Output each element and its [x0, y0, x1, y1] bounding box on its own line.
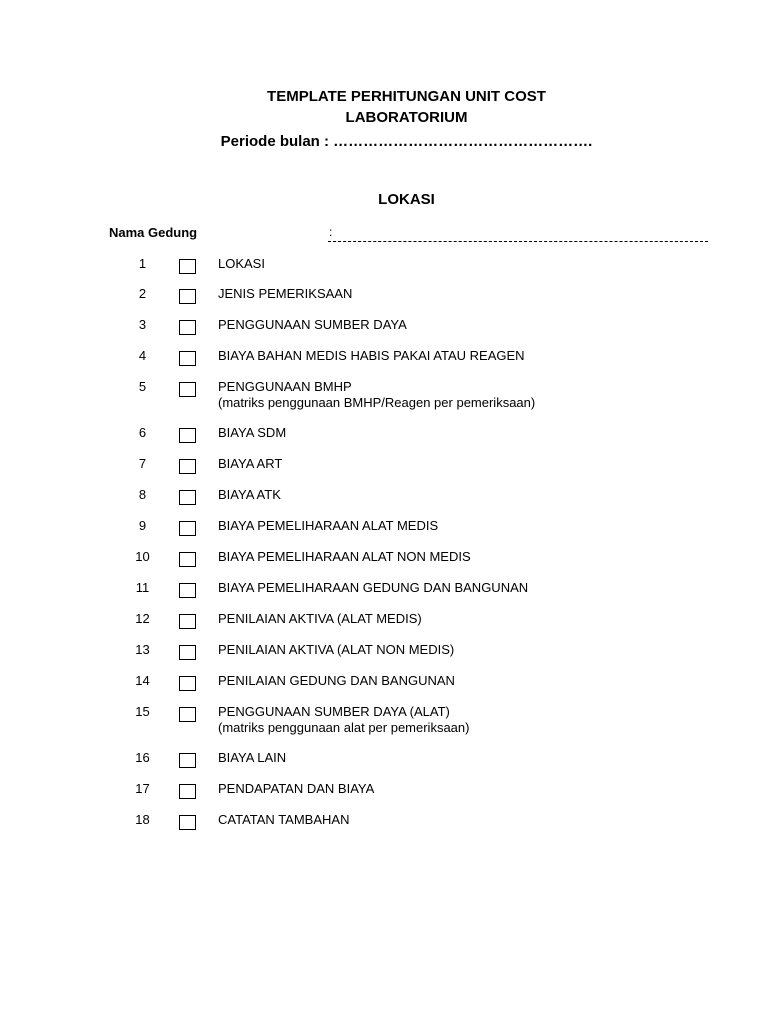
checklist-item — [0, 456, 768, 486]
item-checkbox[interactable] — [179, 707, 196, 722]
item-label: LOKASI — [218, 256, 265, 271]
item-checkbox[interactable] — [179, 289, 196, 304]
checklist-item — [0, 781, 768, 811]
document-title: TEMPLATE PERHITUNGAN UNIT COST — [267, 88, 546, 105]
item-label: BIAYA PEMELIHARAAN ALAT MEDIS — [218, 518, 439, 533]
item-checkbox[interactable] — [179, 382, 196, 397]
checklist-item — [0, 580, 768, 610]
item-checkbox[interactable] — [179, 583, 196, 598]
item-number: 12 — [135, 611, 150, 626]
item-checkbox[interactable] — [179, 490, 196, 505]
document-subtitle: LABORATORIUM — [345, 109, 468, 126]
item-label: PENILAIAN GEDUNG DAN BANGUNAN — [218, 673, 455, 688]
item-label: CATATAN TAMBAHAN — [218, 812, 350, 827]
building-name-colon: : — [329, 225, 333, 239]
checklist-item — [0, 348, 768, 378]
item-note: (matriks penggunaan BMHP/Reagen per pemeriksaan) — [218, 395, 536, 410]
checklist-item — [0, 425, 768, 455]
period-line: Periode bulan : ……………………………………………. — [220, 133, 593, 150]
item-number: 6 — [138, 425, 147, 440]
item-checkbox[interactable] — [179, 676, 196, 691]
item-checkbox[interactable] — [179, 614, 196, 629]
item-label: PENGGUNAAN BMHP — [218, 379, 352, 394]
item-label: PENGGUNAAN SUMBER DAYA (ALAT) — [218, 704, 450, 719]
item-checkbox[interactable] — [179, 459, 196, 474]
item-number: 10 — [135, 549, 150, 564]
item-label: BIAYA ART — [218, 456, 283, 471]
building-name-label: Nama Gedung — [109, 225, 198, 240]
item-number: 14 — [135, 673, 150, 688]
checklist-item — [0, 256, 768, 286]
item-label: BIAYA SDM — [218, 425, 287, 440]
checklist-item — [0, 317, 768, 347]
item-label: PENILAIAN AKTIVA (ALAT MEDIS) — [218, 611, 422, 626]
item-number: 7 — [138, 456, 147, 471]
checklist-item — [0, 549, 768, 579]
item-checkbox[interactable] — [179, 645, 196, 660]
item-label: PENGGUNAAN SUMBER DAYA — [218, 317, 407, 332]
item-number: 3 — [138, 317, 147, 332]
item-label: BIAYA BAHAN MEDIS HABIS PAKAI ATAU REAGEN — [218, 348, 525, 363]
item-checkbox[interactable] — [179, 552, 196, 567]
checklist-item — [0, 286, 768, 316]
item-checkbox[interactable] — [179, 753, 196, 768]
item-number: 11 — [135, 580, 150, 595]
item-checkbox[interactable] — [179, 259, 196, 274]
item-number: 17 — [135, 781, 150, 796]
item-checkbox[interactable] — [179, 521, 196, 536]
item-number: 15 — [135, 704, 150, 719]
checklist-item — [0, 642, 768, 672]
checklist-item — [0, 487, 768, 517]
item-checkbox[interactable] — [179, 815, 196, 830]
item-number: 13 — [135, 642, 150, 657]
item-checkbox[interactable] — [179, 351, 196, 366]
item-number: 2 — [138, 286, 147, 301]
checklist-item — [0, 518, 768, 548]
item-number: 4 — [138, 348, 147, 363]
checklist-item — [0, 812, 768, 842]
checklist-item — [0, 750, 768, 780]
item-label: JENIS PEMERIKSAAN — [218, 286, 353, 301]
item-number: 18 — [135, 812, 150, 827]
item-label: PENILAIAN AKTIVA (ALAT NON MEDIS) — [218, 642, 455, 657]
checklist-item — [0, 673, 768, 703]
item-label: BIAYA ATK — [218, 487, 281, 502]
item-checkbox[interactable] — [179, 428, 196, 443]
item-label: BIAYA PEMELIHARAAN GEDUNG DAN BANGUNAN — [218, 580, 529, 595]
checklist-item — [0, 704, 768, 734]
item-checkbox[interactable] — [179, 784, 196, 799]
item-checkbox[interactable] — [179, 320, 196, 335]
item-number: 8 — [138, 487, 147, 502]
item-label: PENDAPATAN DAN BIAYA — [218, 781, 375, 796]
item-number: 5 — [138, 379, 147, 394]
item-label: BIAYA PEMELIHARAAN ALAT NON MEDIS — [218, 549, 471, 564]
item-note: (matriks penggunaan alat per pemeriksaan) — [218, 720, 470, 735]
section-heading: LOKASI — [378, 191, 435, 208]
building-name-field[interactable] — [328, 241, 708, 242]
item-number: 1 — [138, 256, 147, 271]
item-number: 9 — [138, 518, 147, 533]
item-label: BIAYA LAIN — [218, 750, 287, 765]
checklist-item — [0, 379, 768, 409]
item-number: 16 — [135, 750, 150, 765]
checklist-item — [0, 611, 768, 641]
